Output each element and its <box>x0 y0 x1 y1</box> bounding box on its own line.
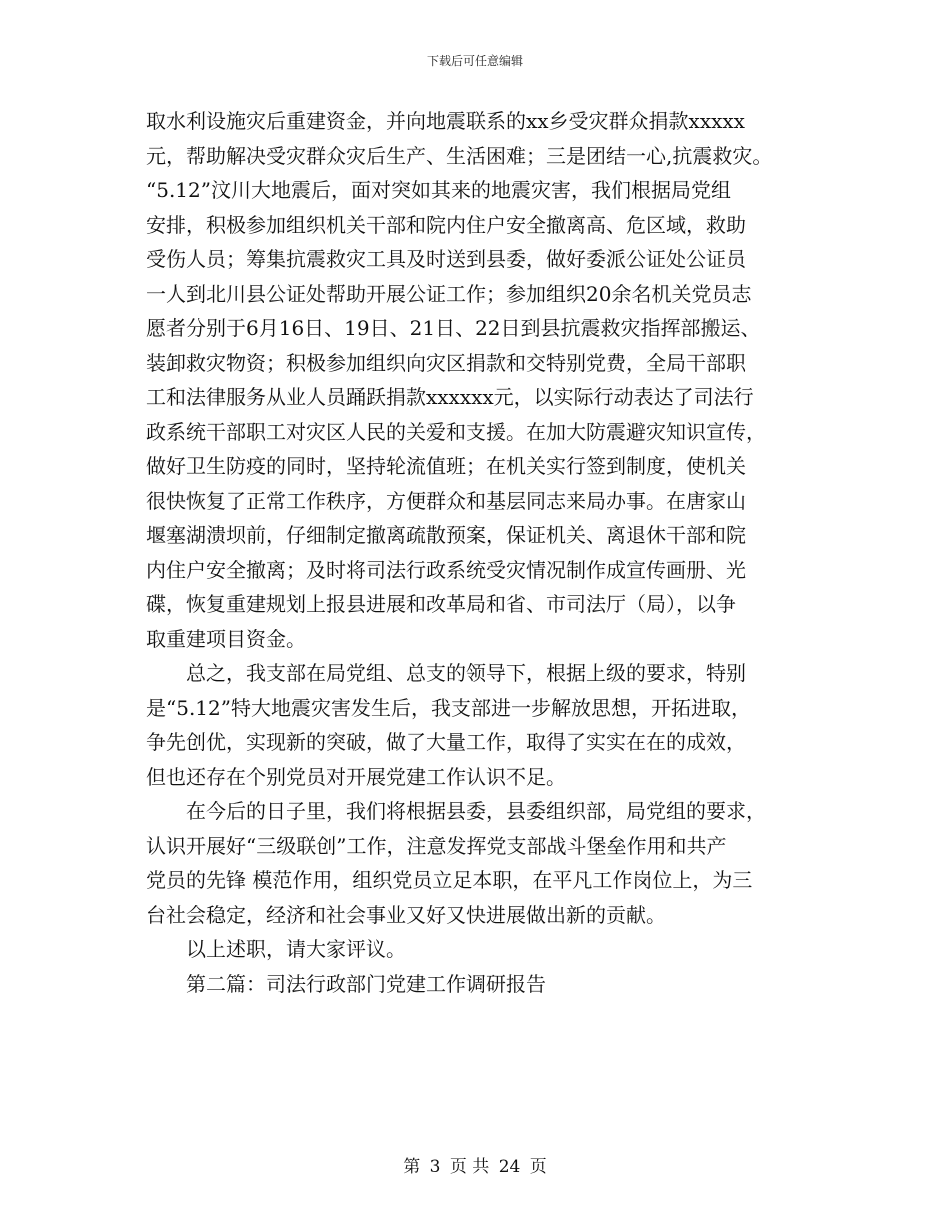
document-body <box>146 104 826 1001</box>
footer-page-number: 3 <box>429 1157 441 1177</box>
text-line: 取水利设施灾后重建资金，并向地震联系的xx乡受灾群众捐款xxxxx <box>146 109 745 133</box>
text-line: 以上述职，请大家评议。 <box>186 937 406 961</box>
text-line: 党员的先锋 模范作用，组织党员立足本职，在平凡工作岗位上，为三 <box>146 868 753 892</box>
text-line: 受伤人员；筹集抗震救灾工具及时送到县委，做好委派公证处公证员 <box>146 247 746 271</box>
text-line: 但也还存在个别党员对开展党建工作认识不足。 <box>146 764 566 789</box>
text-line: 元，帮助解决受灾群众灾后生产、生活困难；三是团结一心,抗震救灾。 <box>146 143 773 168</box>
text-line: 在今后的日子里，我们将根据县委，县委组织部，局党组的要求， <box>186 799 766 823</box>
text-line: 做好卫生防疫的同时，坚持轮流值班；在机关实行签到制度，使机关 <box>146 454 746 478</box>
text-line: 安排，积极参加组织机关干部和院内住户安全撤离高、危区域，救助 <box>146 212 746 237</box>
text-line: 愿者分别于6月16日、19日、21日、22日到县抗震救灾指挥部搬运、 <box>146 316 761 340</box>
footer-suffix: 页 <box>529 1157 547 1177</box>
text-line: 台社会稳定，经济和社会事业又好又快进展做出新的贡献。 <box>146 902 666 927</box>
text-line: 争先创优，实现新的突破，做了大量工作，取得了实实在在的成效， <box>146 730 746 754</box>
text-line: 内住户安全撤离；及时将司法行政系统受灾情况制作成宣传画册、光 <box>146 557 746 582</box>
text-line: 很快恢复了正常工作秩序，方便群众和基层同志来局办事。在唐家山 <box>146 488 746 513</box>
text-line: 政系统干部职工对灾区人民的关爱和支援。在加大防震避灾知识宣传， <box>146 419 766 444</box>
text-line: 第二篇：司法行政部门党建工作调研报告 <box>186 971 546 996</box>
text-line: 取重建项目资金。 <box>146 626 306 651</box>
text-line: 堰塞湖溃坝前，仔细制定撤离疏散预案，保证机关、离退休干部和院 <box>146 523 746 547</box>
text-line: 装卸救灾物资；积极参加组织向灾区捐款和交特别党费，全局干部职 <box>146 350 746 375</box>
footer-middle: 页 共 <box>449 1157 490 1177</box>
text-line: 碟，恢复重建规划上报县进展和改革局和省、市司法厅（局），以争 <box>146 592 736 616</box>
text-line: “5.12”汶川大地震后，面对突如其来的地震灾害，我们根据局党组 <box>146 178 731 202</box>
page-header: 下载后可任意编辑 <box>426 54 523 68</box>
text-line: 认识开展好“三级联创”工作，注意发挥党支部战斗堡垒作用和共产 <box>146 833 727 858</box>
text-line: 总之，我支部在局党组、总支的领导下，根据上级的要求，特别 <box>186 661 746 685</box>
text-line: 是“5.12”特大地震灾害发生后，我支部进一步解放思想，开拓进取， <box>146 695 751 720</box>
page-footer <box>0 1156 950 1178</box>
footer-total-pages: 24 <box>498 1157 521 1177</box>
text-line: 工和法律服务从业人员踊跃捐款xxxxxx元，以实际行动表达了司法行 <box>146 385 754 409</box>
footer-prefix: 第 <box>403 1157 421 1177</box>
text-line: 一人到北川县公证处帮助开展公证工作；参加组织20余名机关党员志 <box>146 281 752 306</box>
